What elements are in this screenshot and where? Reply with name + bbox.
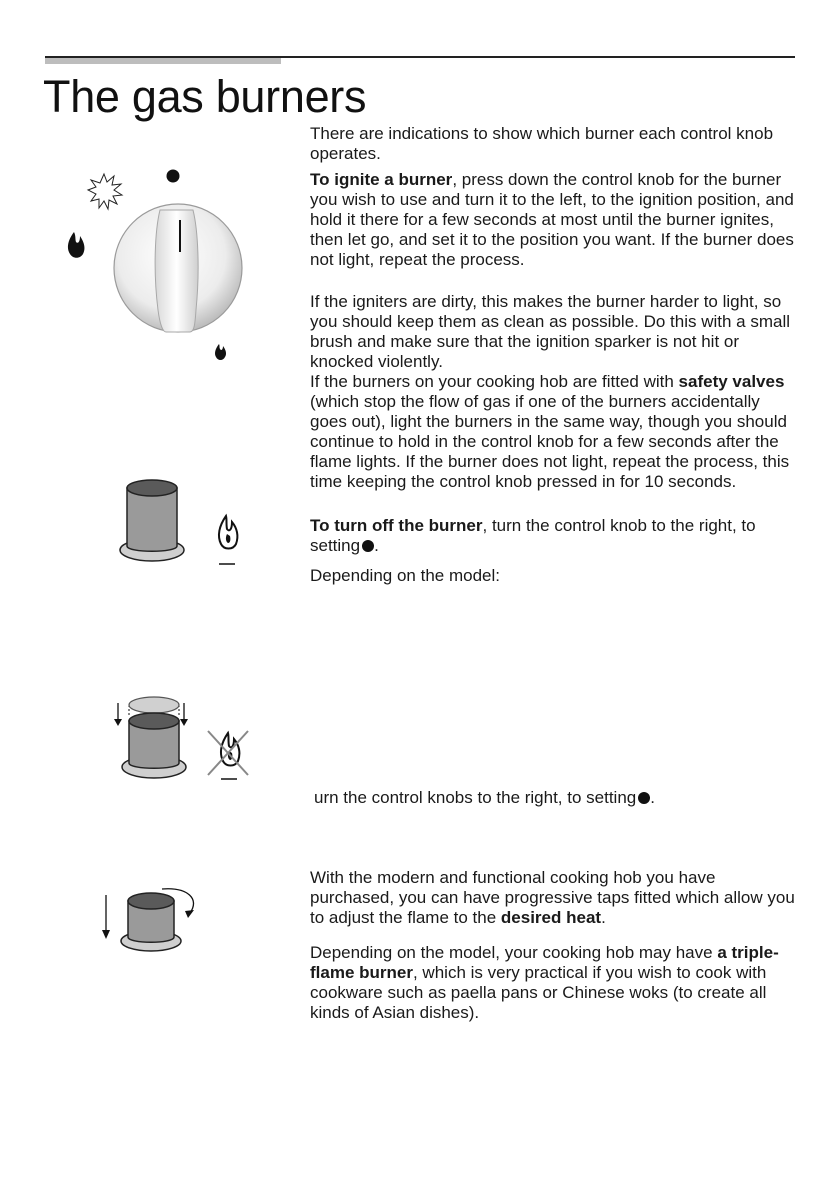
- safety-valves-paragraph: If the burners on your cooking hob are fitted with safety valves (which stop the flow of gas if one of the burners accidentally goes out), light the burners in the same way, though you should continue to hold in the control knob for a few seconds after the flame lights. If the burner does not light, repeat the process, this time keeping the control knob pressed in for 10 seconds.: [310, 372, 790, 491]
- igniters-paragraph: If the igniters are dirty, this makes the burner harder to light, so you should keep them as clean as possible. Do this with a small brush and make sure that the ignition sparker is not hit or knocked violently.: [310, 292, 791, 371]
- knob-body: [114, 204, 242, 332]
- knob-turn-illustration: [98, 885, 208, 960]
- turn-off-paragraph: To turn off the burner, turn the control knob to the right, to setting .: [310, 516, 756, 555]
- knob-released-no-flame-illustration: [108, 695, 258, 790]
- depending-model-label: Depending on the model:: [310, 566, 500, 585]
- progressive-taps-paragraph: With the modern and functional cooking hob you have purchased, you can have progressive taps fitted which allow you to adjust the flame to the desired heat.: [310, 868, 795, 927]
- triple-flame-paragraph: Depending on the model, your cooking hob may have a triple-flame burner, which is very practical if you wish to cook with cookware such as paella pans or Chinese woks (to create all kinds of Asian dishes).: [310, 943, 779, 1022]
- title-accent-bar: [45, 58, 281, 64]
- flame-off-icon: [208, 731, 248, 779]
- off-position-dot-icon: [167, 170, 180, 183]
- flame-on-icon: [219, 516, 237, 564]
- large-flame-icon: [68, 232, 85, 258]
- control-knob-illustration: [60, 160, 280, 370]
- ignite-paragraph: To ignite a burner, press down the control knob for the burner you wish to use and turn it to the left, to the ignition position, and hold it there for a few seconds at most until the burner ignites, then let go, and set it to the position you want. If the burner does not light, repeat the process.: [310, 170, 794, 269]
- small-flame-icon: [215, 344, 226, 360]
- off-setting-dot-icon: [362, 540, 374, 552]
- ignition-spark-icon: [88, 174, 122, 209]
- knob-pressed-flame-illustration: [115, 478, 255, 578]
- off-setting-dot-icon-2: [638, 792, 650, 804]
- intro-paragraph: There are indications to show which burner each control knob operates.: [310, 124, 774, 163]
- page-title: The gas burners: [43, 71, 367, 122]
- turn-knobs-paragraph: urn the control knobs to the right, to setting .: [314, 788, 655, 807]
